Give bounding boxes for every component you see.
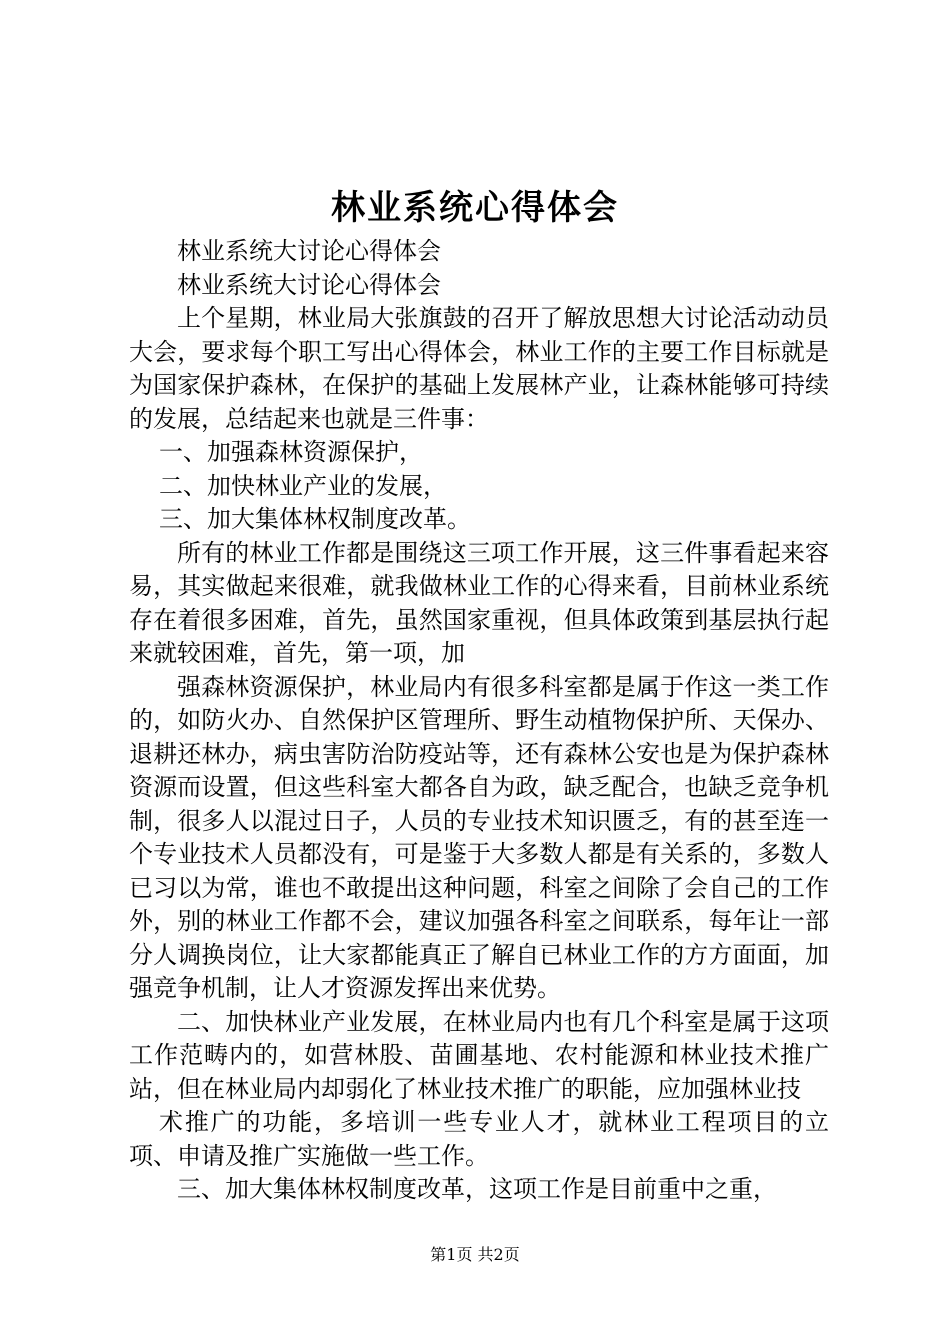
list-item-3: 三、加大集体林权制度改革。 bbox=[159, 505, 471, 533]
paragraph-difficulties: 所有的林业工作都是围绕这三项工作开展，这三件事看起来容易，其实做起来很难，就我做林业工作的心得来看，目前林业系统存在着很多困难，首先，虽然国家重视，但具体政策到基层执行起来就较困难，首先，第一项，加 bbox=[129, 538, 829, 667]
document-title: 林业系统心得体会 bbox=[331, 188, 619, 228]
paragraph-reform: 三、加大集体林权制度改革，这项工作是目前重中之重， bbox=[177, 1175, 777, 1203]
paragraph-extension: 术推广的功能，多培训一些专业人才，就林业工程项目的立项、申请及推广实施做一些工作。 bbox=[129, 1108, 829, 1170]
list-item-1: 一、加强森林资源保护， bbox=[159, 438, 423, 466]
subtitle-line-1: 林业系统大讨论心得体会 bbox=[177, 237, 441, 265]
document-body bbox=[129, 235, 829, 1207]
paragraph-protection: 强森林资源保护，林业局内有很多科室都是属于作这一类工作的，如防火办、自然保护区管理所、野生动植物保护所、天保办、退耕还林办，病虫害防治防疫站等，还有森林公安也是为保护森林资源而设置，但这些科室大都各自为政，缺乏配合，也缺乏竞争机制，很多人以混过日子，人员的专业技术知识匮乏，有的甚至连一个专业技术人员都没有，可是鉴于大多数人都是有关系的，多数人已习以为常，谁也不敢提出这种问题，科室之间除了会自己的工作外，别的林业工作都不会，建议加强各科室之间联系，每年让一部分人调换岗位，让大家都能真正了解自已林业工作的方方面面，加强竞争机制，让人才资源发挥出来优势。 bbox=[129, 672, 829, 1002]
paragraph-intro: 上个星期，林业局大张旗鼓的召开了解放思想大讨论活动动员大会，要求每个职工写出心得体会，林业工作的主要工作目标就是为国家保护森林，在保护的基础上发展林产业，让森林能够可持续的发展，总结起来也就是三件事： bbox=[129, 304, 829, 433]
list-item-2: 二、加快林业产业的发展， bbox=[159, 471, 447, 500]
page-footer: 第1页 共2页 bbox=[430, 1245, 520, 1264]
subtitle-line-2: 林业系统大讨论心得体会 bbox=[177, 270, 441, 299]
paragraph-industry: 二、加快林业产业发展，在林业局内也有几个科室是属于这项工作范畴内的，如营林股、苗圃基地、农村能源和林业技术推广站，但在林业局内却弱化了林业技术推广的职能，应加强林业技 bbox=[129, 1007, 829, 1103]
